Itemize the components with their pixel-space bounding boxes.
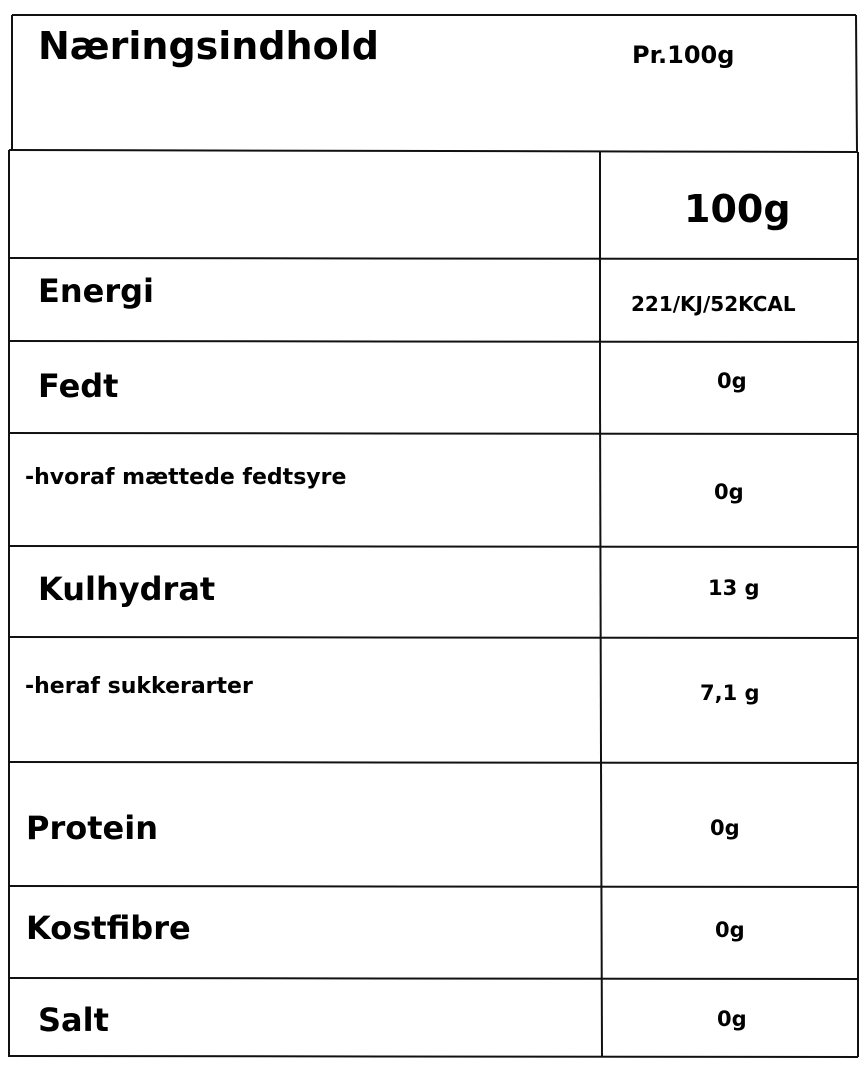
row-name-protein: Protein	[26, 809, 158, 847]
row-value-fedt: 0g	[717, 369, 747, 393]
row-line-8	[9, 886, 858, 887]
row-name-sukkerarter: -heraf sukkerarter	[25, 674, 253, 699]
row-name-kostfibre: Kostfibre	[26, 909, 191, 947]
row-name-fedt: Fedt	[38, 367, 119, 405]
row-line-3	[9, 341, 858, 342]
grid-line-right-header	[856, 15, 857, 152]
row-value-protein: 0g	[710, 816, 740, 840]
per-100g-label: Pr.100g	[632, 41, 735, 69]
row-line-9	[9, 978, 858, 979]
grid-line-column-3	[601, 760, 602, 1057]
row-name-energi: Energi	[38, 272, 154, 310]
row-line-1	[9, 150, 857, 152]
row-line-2	[9, 258, 858, 259]
row-value-maettede-fedtsyre: 0g	[714, 480, 744, 504]
page-title: Næringsindhold	[38, 24, 379, 68]
row-value-kulhydrat: 13 g	[708, 576, 760, 600]
row-value-sukkerarter: 7,1 g	[700, 681, 760, 705]
row-line-6	[9, 637, 858, 638]
row-name-salt: Salt	[38, 1001, 109, 1039]
row-value-salt: 0g	[717, 1007, 747, 1031]
row-name-maettede-fedtsyre: -hvoraf mættede fedtsyre	[25, 465, 347, 490]
grid-line-column-2	[600, 395, 601, 760]
row-line-5	[9, 546, 858, 547]
row-line-7	[9, 762, 858, 763]
row-line-4	[9, 433, 858, 434]
row-value-energi: 221/KJ/52KCAL	[631, 292, 796, 316]
row-name-kulhydrat: Kulhydrat	[38, 570, 216, 608]
column-header-100g: 100g	[684, 187, 791, 231]
row-value-kostfibre: 0g	[715, 918, 745, 942]
row-line-10	[9, 1056, 858, 1057]
